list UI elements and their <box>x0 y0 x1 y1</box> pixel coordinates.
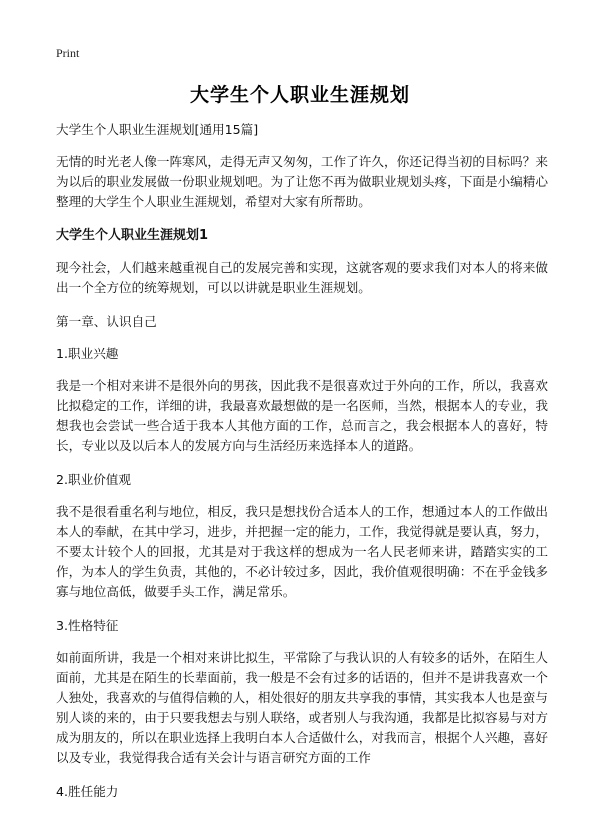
document-body <box>56 120 548 814</box>
print-label: Print <box>56 46 80 60</box>
section-intro-paragraph: 现今社会，人们越来越重视自己的发展完善和实现，这就客观的要求我们对本人的将来做出一个全方位的统筹规划，可以以讲就是职业生涯规划。 <box>56 260 548 295</box>
subsection-body: 如前面所讲，我是一个相对来讲比拟生，平常除了与我认识的人有较多的话外，在陌生人面前，尤其是在陌生的长辈面前，我一般是不会有过多的话语的，但并不是讲我喜欢一个人独处，我喜欢的与值得信赖的人，相处很好的朋友共享我的事情，其实我本人也是蛮与别人谈的来的，由于只要我想去与别人联络，或者别人与我沟通，我都是比拟容易与对方成为朋友的，所以在职业选择上我明白本人合适做什么，对我而言，根据个人兴趣，喜好以及专业，我觉得我合适有关会计与语言研究方面的工作 <box>56 650 548 765</box>
document-title: 大学生个人职业生涯规划 <box>189 84 410 106</box>
subsection-heading: 2.职业价值观 <box>56 472 131 487</box>
subsection-heading: 3.性格特征 <box>56 618 119 633</box>
subsection-heading: 1.职业兴趣 <box>56 346 119 361</box>
document-subtitle: 大学生个人职业生涯规划[通用15篇] <box>56 122 259 137</box>
subsection-body: 我是一个相对来讲不是很外向的男孩，因此我不是很喜欢过于外向的工作，所以，我喜欢比拟稳定的工作，详细的讲，我最喜欢最想做的是一名医师，当然，根据本人的专业，我想我也会尝试一些合适于我本人其他方面的工作，总而言之，我会根据本人的喜好，特长，专业以及以后本人的发展方向与生活经历来选择本人的道路。 <box>56 378 548 453</box>
subsection-heading: 4.胜任能力 <box>56 784 119 799</box>
subsection-body: 我不是很看重名利与地位，相反，我只是想找份合适本人的工作，想通过本人的工作做出本人的奉献，在其中学习，进步，并把握一定的能力，工作，我觉得就是要认真，努力，不要太计较个人的回报，尤其是对于我这样的想成为一名人民老师来讲，踏踏实实的工作，为本人的学生负责，其他的，不必计较过多，因此，我价值观很明确：不在乎金钱多寡与地位高低，做要手头工作，满足常乐。 <box>56 504 548 599</box>
intro-paragraph: 无情的时光老人像一阵寒风，走得无声又匆匆，工作了许久，你还记得当初的目标吗？来为以后的职业发展做一份职业规划吧。为了让您不再为做职业规划头疼，下面是小编精心整理的大学生个人职业生涯规划，希望对大家有所帮助。 <box>56 154 548 209</box>
chapter-title: 第一章、认识自己 <box>56 314 157 329</box>
section-title: 大学生个人职业生涯规划1 <box>56 228 209 243</box>
